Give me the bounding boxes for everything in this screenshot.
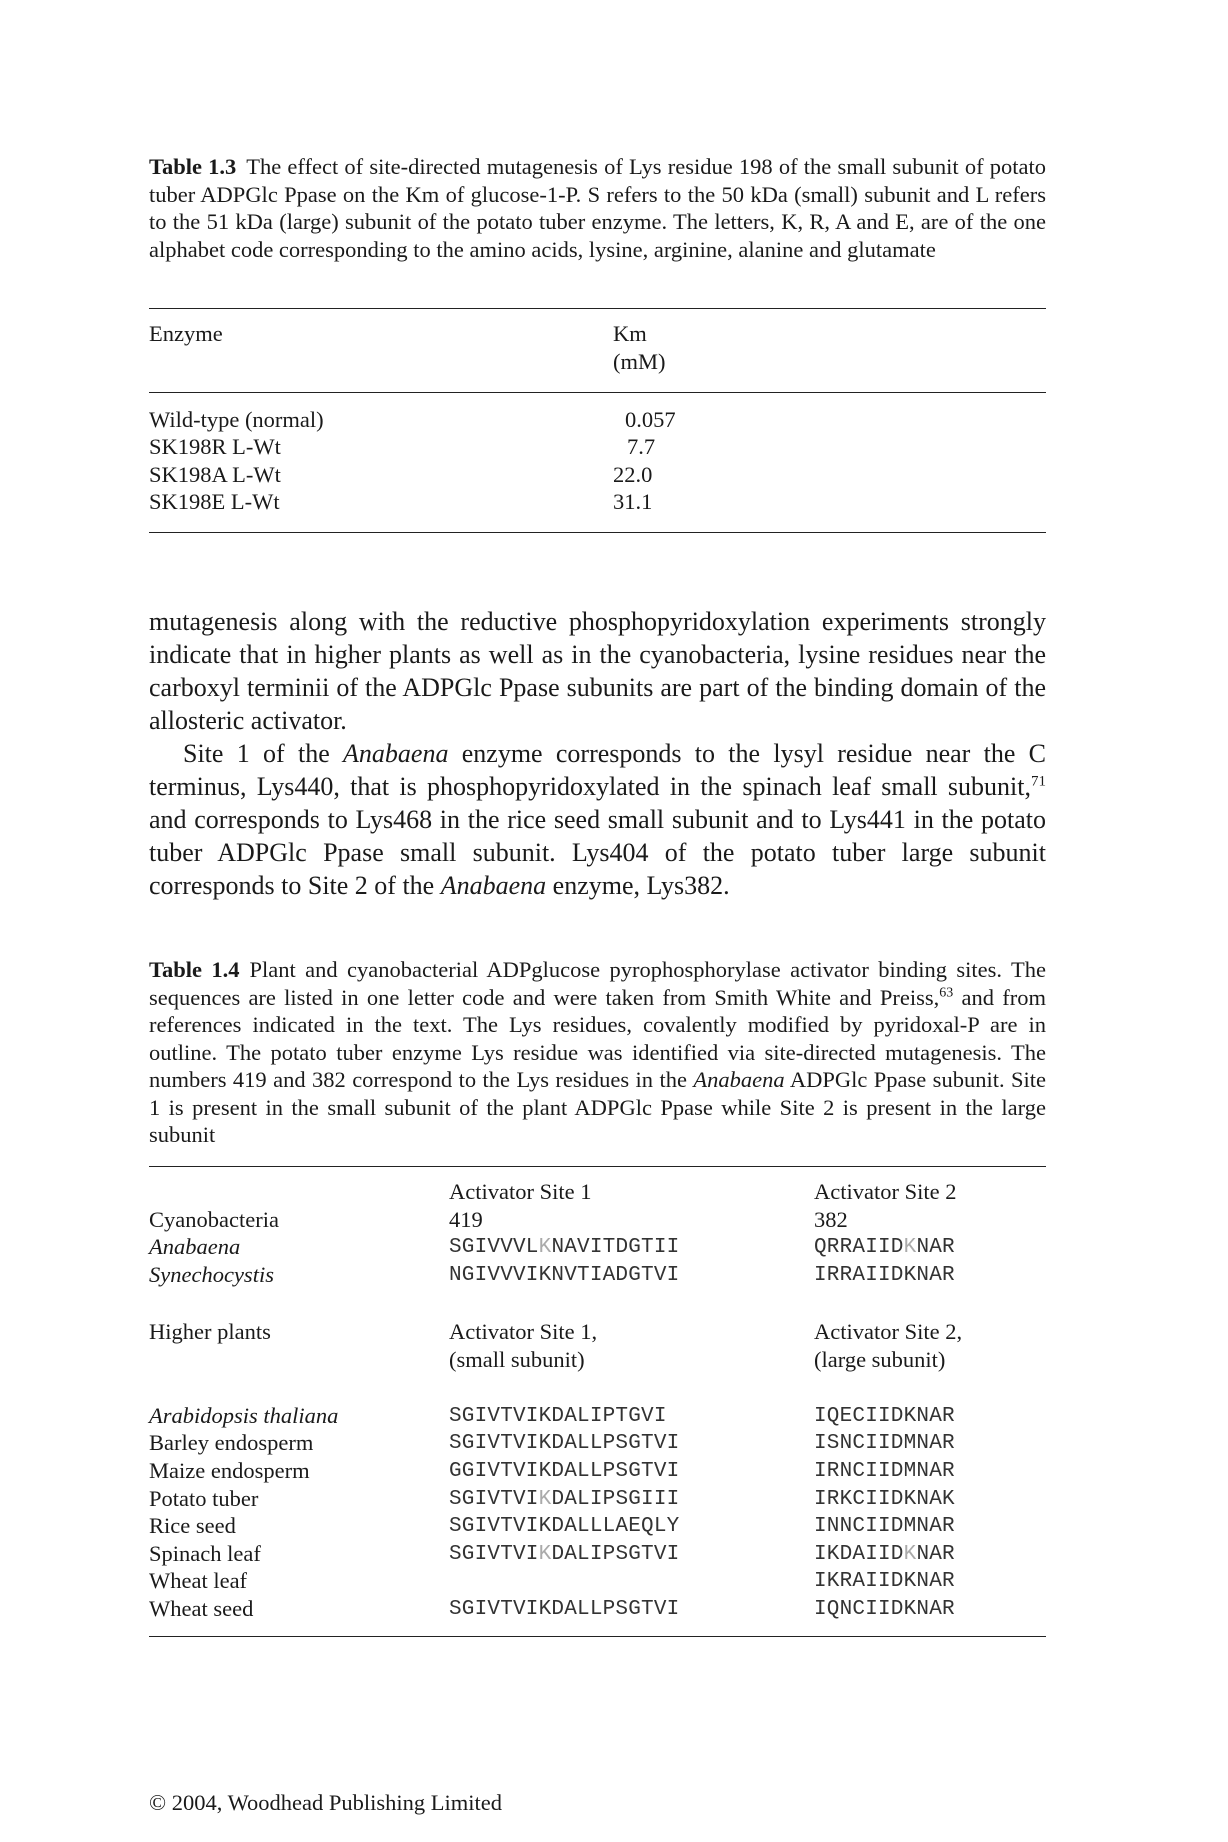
- outlined-lys-residue: K: [903, 1543, 917, 1566]
- table-1-4-label: Table 1.4: [149, 957, 240, 982]
- table-1-3-top-rule: [149, 308, 1046, 309]
- reference-superscript: 63: [939, 985, 954, 1000]
- organism-name: Spinach leaf: [149, 1541, 261, 1566]
- organism-name: Wheat seed: [149, 1596, 254, 1621]
- table-1-3-header-enzyme: Enzyme: [149, 321, 223, 346]
- table-1-3-row-enzyme: Wild-type (normal): [149, 407, 324, 432]
- sequence-site-1: SGIVTVIKDALIPTGVI: [449, 1405, 667, 1428]
- organism-name: Maize endosperm: [149, 1458, 310, 1483]
- sequence-site-1: SGIVTVIKDALLPSGTVI: [449, 1432, 680, 1455]
- table-1-3-header-km: Km: [613, 321, 647, 346]
- sequence-site-2: IRNCIIDMNAR: [814, 1460, 955, 1483]
- table-1-3-row-km: 31.1: [613, 489, 653, 514]
- header-activator-site-2: Activator Site 2: [814, 1179, 957, 1204]
- header-small-subunit: (small subunit): [449, 1347, 585, 1372]
- outlined-lys-residue: K: [903, 1236, 917, 1259]
- sequence-site-1: SGIVTVIKDALLLAEQLY: [449, 1515, 680, 1538]
- organism-name: Barley endosperm: [149, 1430, 314, 1455]
- sequence-site-1: SGIVTVIKDALLPSGTVI: [449, 1598, 680, 1621]
- table-1-3-label: Table 1.3: [149, 154, 237, 179]
- group-label-cyanobacteria: Cyanobacteria: [149, 1207, 279, 1232]
- sequence-site-2: IKDAIIDKNAR: [814, 1543, 955, 1566]
- table-1-4-bottom-rule: [149, 1636, 1046, 1637]
- sequence-site-2: IQNCIIDKNAR: [814, 1598, 955, 1621]
- table-1-3-bottom-rule: [149, 532, 1046, 533]
- sequence-site-1: SGIVVVLKNAVITDGTII: [449, 1236, 680, 1259]
- body-paragraph: Site 1 of the Anabaena enzyme corresponds to the lysyl residue near the C terminus, Lys440, that is phosphopyridoxylated in the spinach leaf small subunit,$^{71}$ and corresponds to Lys468 in the rice seed small subunit and to Lys441 in the potato tuber ADPGlc Ppase small subunit. Lys404 of the potato tuber large subunit corresponds to Site 2 of the Anabaena enzyme, Lys382.: [149, 739, 1047, 900]
- body-paragraph: mutagenesis along with the reductive phosphopyridoxylation experiments strongly indicate that in higher plants as well as in the cyanobacteria, lysine residues near the carboxyl terminii of the ADPGlc Ppase subunits are part of the binding domain of the allosteric activator.: [149, 607, 1046, 735]
- sequence-site-2: IRKCIIDKNAK: [814, 1488, 955, 1511]
- sequence-site-2: IKRAIIDKNAR: [814, 1570, 955, 1593]
- table-1-3-row-km: 0.057: [625, 407, 676, 432]
- organism-name: Rice seed: [149, 1513, 236, 1538]
- header-activator-site-1: Activator Site 1: [449, 1179, 592, 1204]
- sequence-site-1: GGIVTVIKDALLPSGTVI: [449, 1460, 680, 1483]
- header-activator-site-2-large: Activator Site 2,: [814, 1319, 963, 1344]
- sequence-site-1: SGIVTVIKDALIPSGIII: [449, 1488, 680, 1511]
- residue-number-419: 419: [449, 1207, 483, 1232]
- reference-superscript: 71: [1031, 773, 1046, 790]
- sequence-site-2: IQECIIDKNAR: [814, 1405, 955, 1428]
- group-label-higher-plants: Higher plants: [149, 1319, 271, 1344]
- table-1-3-row-enzyme: SK198R L-Wt: [149, 434, 281, 459]
- table-1-3-row-enzyme: SK198E L-Wt: [149, 489, 280, 514]
- sequence-site-2: INNCIIDMNAR: [814, 1515, 955, 1538]
- table-1-3-row-km: 22.0: [613, 462, 653, 487]
- body-text: [149, 605, 1046, 902]
- table-1-3-header-km-unit: (mM): [613, 349, 666, 374]
- organism-name: Synechocystis: [149, 1262, 274, 1287]
- copyright-footer: © 2004, Woodhead Publishing Limited: [149, 1790, 502, 1815]
- table-1-4-caption: Table 1.4 Plant and cyanobacterial ADPglucose pyrophosphorylase activator binding sites. The sequences are listed in one letter code and were taken from Smith White and Preiss,$^{63}$ and from references indicated in the text. The Lys residues, covalently modified by pyridoxal-P are in outline. The potato tuber enzyme Lys residue was identified via site-directed mutagenesis. The numbers 419 and 382 correspond to the Lys residues in the Anabaena ADPGlc Ppase subunit. Site 1 is present in the small subunit of the plant ADPGlc Ppase while Site 2 is present in the large subunit: [149, 957, 1047, 1147]
- sequence-site-2: QRRAIIDKNAR: [814, 1236, 955, 1259]
- sequence-site-1: SGIVTVIKDALIPSGTVI: [449, 1543, 680, 1566]
- table-1-3-row-km: 7.7: [627, 434, 656, 459]
- organism-name: Wheat leaf: [149, 1568, 248, 1593]
- residue-number-382: 382: [814, 1207, 848, 1232]
- sequence-site-2: ISNCIIDMNAR: [814, 1432, 955, 1455]
- table-1-3-caption: [149, 153, 1046, 263]
- table-1-3-mid-rule: [149, 392, 1046, 393]
- header-activator-site-1-small: Activator Site 1,: [449, 1319, 598, 1344]
- table-1-4-top-rule: [149, 1166, 1046, 1167]
- sequence-site-1: NGIVVVIKNVTIADGTVI: [449, 1264, 680, 1287]
- outlined-lys-residue: K: [538, 1236, 552, 1259]
- organism-name: Potato tuber: [149, 1486, 259, 1511]
- table-1-3-row-enzyme: SK198A L-Wt: [149, 462, 281, 487]
- sequence-site-2: IRRAIIDKNAR: [814, 1264, 955, 1287]
- header-large-subunit: (large subunit): [814, 1347, 946, 1372]
- organism-name: Anabaena: [149, 1234, 241, 1259]
- outlined-lys-residue: K: [538, 1543, 552, 1566]
- table-1-3-caption-text: The effect of site-directed mutagenesis of Lys residue 198 of the small subunit of potato tuber ADPGlc Ppase on the Km of glucose-1-P. S refers to the 50 kDa (small) subunit and L refers to the 51 kDa (large) subunit of the potato tuber enzyme. The letters, K, R, A and E, are of the one alphabet code corresponding to the amino acids, lysine, arginine, alanine and glutamate: [149, 154, 1046, 262]
- outlined-lys-residue: K: [538, 1488, 552, 1511]
- organism-name: Arabidopsis thaliana: [149, 1403, 339, 1428]
